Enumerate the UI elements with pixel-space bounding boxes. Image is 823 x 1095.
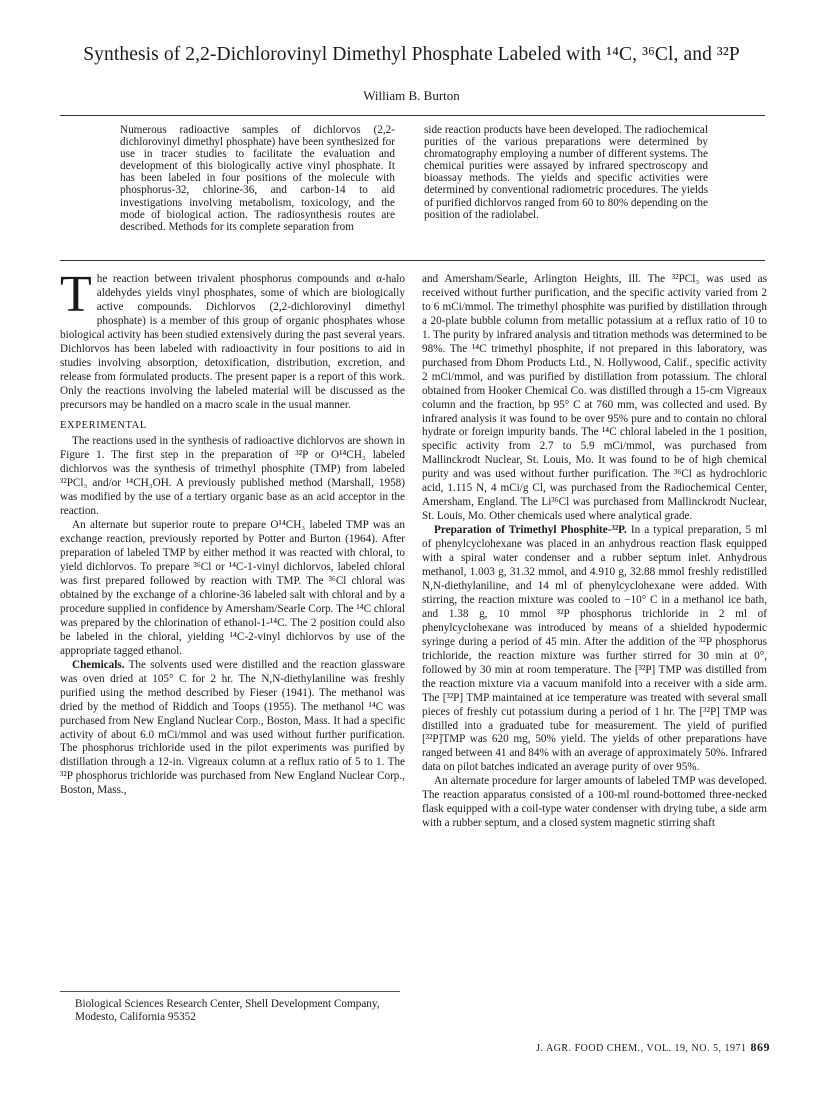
body-right-column	[422, 273, 767, 831]
abstract-left-text: Numerous radioactive samples of dichlorvos (2,2-dichlorovinyl dimethyl phosphate) have been synthesized for use in tracer studies to facilitate the evaluation and development of this biologically active vinyl phosphate. It has been labeled in four positions of the molecule with phosphorus-32, chlorine-36, and carbon-14 to aid investigations involving metabolism, toxicology, and the mode of biological action. The radiosynthesis routes are described. Methods for its complete separation from	[120, 124, 395, 233]
run-in-heading-preparation: Preparation of Trimethyl Phosphite-³²P.	[434, 524, 627, 537]
footnote-rule	[60, 991, 400, 992]
abstract-bottom-rule	[60, 260, 765, 261]
body-paragraph	[422, 524, 767, 775]
abstract-right-column	[424, 124, 708, 221]
body-paragraph: An alternate but superior route to prepare O¹⁴CH₃ labeled TMP was an exchange reaction, previously reported by Potter and Burton (1964). After preparation of labeled TMP by either method it was reacted with chloral, to yield dichlorvos. To prepare ³⁶Cl or ¹⁴C-1-vinyl dichlorvos, labeled chloral was first prepared followed by reaction with TMP. The ³⁶Cl chloral was obtained by the exchange of a chlorine-36 labeled salt with chloral and by a procedure supplied in confidence by Amersham/Searle Corp. The ¹⁴C chloral was prepared by the chlorination of ethanol-1-¹⁴C. The 2 position could also be labeled in the chloral, yielding ¹⁴C-2-vinyl dichlorvos by use of the appropriate tagged ethanol.	[60, 519, 405, 657]
abstract-top-rule	[60, 115, 765, 116]
preparation-text: In a typical preparation, 5 ml of phenylcyclohexane was placed in an anhydrous reaction flask equipped with a spiral water condenser and a rubber septum inlet. Anhydrous methanol, 1.003 g, 31.32 mmol, and 4.910 g, 32.88 mmol freshly redistilled N,N-diethylaniline, and 14 ml of phenylcyclohexane were added. With stirring, the reaction mixture was cooled to −10° C in a methanol ice bath, and 1.38 g, 10 mmol ³²P phosphorus trichloride in 2 ml of phenylcyclohexane was introduced by means of a shielded hypodermic syringe during a period of 45 min. After the addition of the ³²P phosphorus trichloride, the reaction mixture was further stirred for 30 min at 0°, followed by 30 min at room temperature. The [³²P] TMP was distilled from the reaction mixture via a vacuum manifold into a receiver with a side arm. The [³²P] TMP maintained at ice temperature was treated with several small pieces of freshly cut potassium during a period of 1 hr. The [³²P] TMP was distilled into a graduated tube for measurement. The yield of purified [³²P]TMP was 620 mg, 50% yield. The yields of other preparations have ranged between 41 and 84% with an average of approximately 50%. Infrared data on pilot batches indicated an average purity of over 95%.	[422, 524, 767, 774]
section-heading-experimental: EXPERIMENTAL	[60, 419, 147, 431]
body-left-column	[60, 266, 405, 798]
page-number: 869	[750, 1040, 770, 1054]
abstract-right-text: side reaction products have been developed. The radiochemical purities of the various preparations were determined by chromatography employing a number of different systems. The chemical purities were assayed by infrared spectroscopy and bioassay methods. The yields and specific activities were determined by conventional radiometric procedures. The yields of purified dichlorvos ranged from 60 to 80% depending on the position of the radiolabel.	[424, 124, 708, 221]
paper-title: Synthesis of 2,2-Dichlorovinyl Dimethyl Phosphate Labeled with ¹⁴C, ³⁶Cl, and ³²P	[83, 44, 740, 65]
intro-paragraph	[60, 266, 405, 413]
author-name: William B. Burton	[363, 88, 460, 103]
chemicals-text: The solvents used were distilled and the reaction glassware was oven dried at 105° C for 2 hr. The N,N-diethylaniline was freshly purified using the method described by Fieser (1941). The methanol was dried by the method of Riddich and Toops (1955). The methanol ¹⁴C was purchased from New England Nuclear Corp., Boston, Mass. It had a specific activity of about 6.0 mCi/mmol and was used without further purification. The phosphorus trichloride used in the pilot experiments was purified by distillation through a 12-in. Vigreaux column at a reflux ratio of 5 to 1. The ³²P phosphorus trichloride was purchased from New England Nuclear Corp., Boston, Mass.,	[60, 658, 405, 797]
body-paragraph: An alternate procedure for larger amounts of labeled TMP was developed. The reaction apparatus consisted of a 100-ml round-bottomed three-necked flask equipped with a coil-type water condenser with drying tube, a side arm with a rubber septum, and a closed system magnetic stirring shaft	[422, 775, 767, 830]
body-paragraph: The reactions used in the synthesis of radioactive dichlorvos are shown in Figure 1. The first step in the preparation of ³²P or O¹⁴CH₃ labeled dichlorvos was the synthesis of trimethyl phosphite (TMP) from labeled ³²PCl₃ and/or ¹⁴CH₃OH. A previously published method (Marshall, 1958) was modified by the use of a tertiary organic base as an acid acceptor in the reaction.	[60, 435, 405, 518]
run-in-heading-chemicals: Chemicals.	[72, 658, 125, 671]
abstract-left-column	[120, 124, 395, 233]
journal-citation: J. AGR. FOOD CHEM., VOL. 19, NO. 5, 1971	[536, 1043, 747, 1054]
body-paragraph	[60, 659, 405, 799]
drop-cap: T	[60, 266, 92, 323]
body-paragraph: and Amersham/Searle, Arlington Heights, Ill. The ³²PCl₃ was used as received without further purification, and the specific activity varied from 2 to 6 mCi/mmol. The trimethyl phosphite was purified by distillation through a 20-plate bubble column from metallic potassium at a reflux ratio of 10 to 1. The purity by infrared analysis and titration methods was determined to be 98%. The ¹⁴C trimethyl phosphite, if not prepared in this laboratory, was purchased from Dhom Products Ltd., N. Hollywood, Calif., specific activity 2 mCi/mmol, and was purified by distillation from potassium. The chloral obtained from Hooker Chemical Co. was distilled through a 15-cm Vigreaux column and the fraction, bp 95° C at 760 mm, was collected and used. By infrared analysis it was found to be over 95% pure and to contain no chloral hydrate or foreign impurity bands. The ¹⁴C chloral labeled in the 1 position, specific activity from 2.7 to 5.9 mCi/mmol, was purchased from Mallinckrodt Nuclear, St. Louis, Mo. It was found to be of high chemical purity and was used without further purification. The ³⁶Cl as hydrochloric acid, 1.115 N, 4 mCi/g Cl, was purchased from the Radiochemical Center, Amersham, England. The Li³⁶Cl was purchased from Mallinckrodt Nuclear, St. Louis, Mo. Other chemicals used where analytical grade.	[422, 273, 767, 523]
affiliation-footnote: Biological Sciences Research Center, Shell Development Company, Modesto, California 95352	[75, 998, 380, 1023]
intro-text: he reaction between trivalent phosphorus compounds and α-halo aldehydes yields vinyl phosphates, some of which are biologically active compounds. Dichlorvos (2,2-dichlorovinyl dimethyl phosphate) is a member of this group of organic phosphates whose biological activity has been studied extensively during the past several years. Dichlorvos has been labeled with radioactivity in four positions to aid in studies involving absorption, detoxification, distribution, excretion, and release from formulated products. The present paper is a report of this work. Only the reactions involving the labeled material will be discussed as the precursors may be handled on a macro scale in the usual manner.	[60, 273, 405, 411]
page-footer	[470, 1040, 770, 1055]
